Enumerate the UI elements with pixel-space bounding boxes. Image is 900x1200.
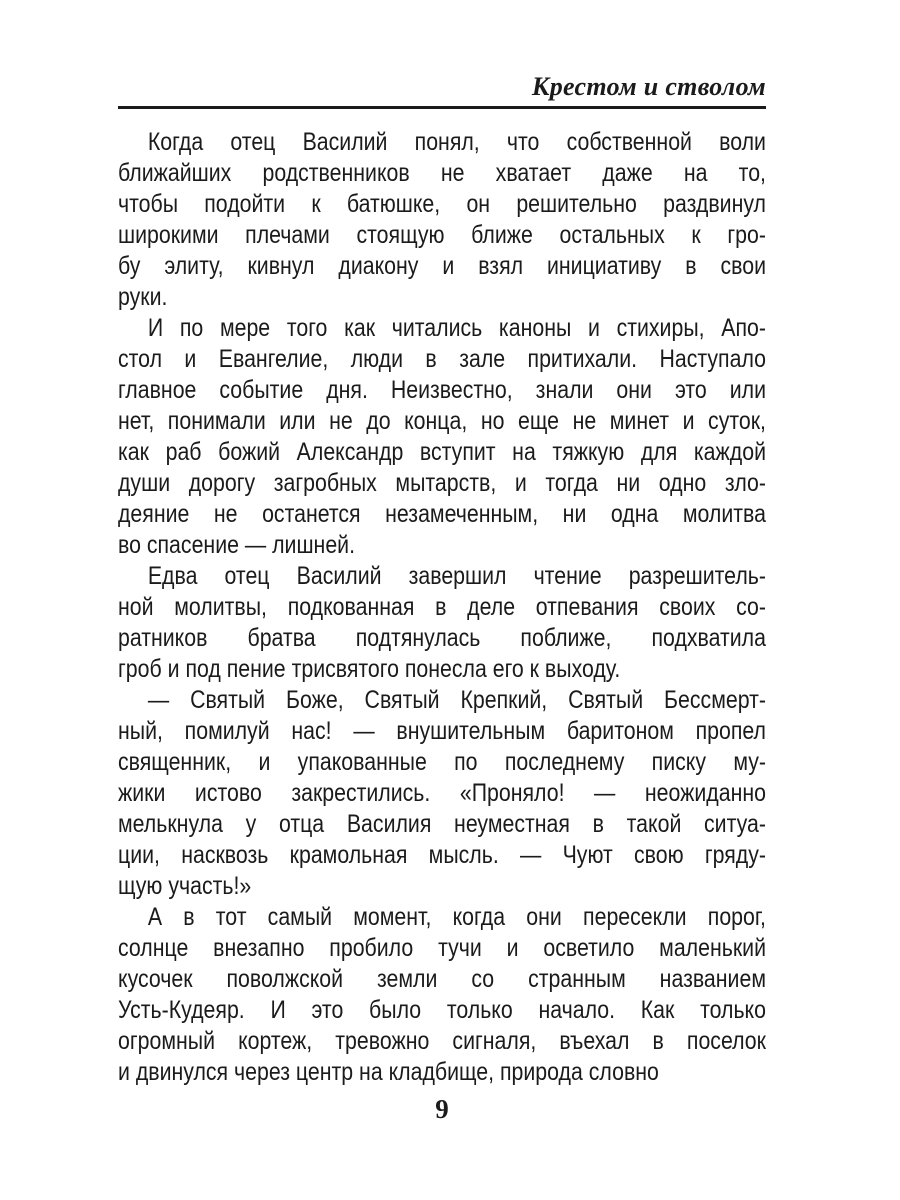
text-line-p2-8: во спасение — лишней. [118, 531, 356, 559]
text-line-p5-6: и двинулся через центр на кладбище, природа словно [118, 1058, 659, 1086]
header-rule [118, 106, 766, 109]
text-line-p4-2: ный, помилуй нас! — внушительным баритоном пропел [118, 717, 766, 745]
text-line-p3-4: гроб и под пение трисвятого понесла его к выходу. [118, 655, 621, 683]
text-line-p1-5: бу элиту, кивнул диакону и взял инициативу в свои [118, 252, 766, 280]
text-line-p1-3: чтобы подойти к батюшке, он решительно раздвинул [118, 190, 766, 218]
text-line-p3-3: ратников братва подтянулась поближе, подхватила [118, 624, 766, 652]
text-line-p4-6: ции, насквозь крамольная мысль. — Чуют свою гряду- [118, 841, 766, 869]
text-line-p2-5: как раб божий Александр вступит на тяжкую для каждой [118, 438, 766, 466]
running-header-title: Крестом и стволом [531, 72, 766, 101]
text-line-p4-1: — Святый Боже, Святый Крепкий, Святый Бессмерт- [147, 686, 766, 714]
text-line-p1-1: Когда отец Василий понял, что собственной воли [147, 128, 766, 156]
text-line-p2-1: И по мере того как читались каноны и стихиры, Апо- [147, 314, 766, 342]
text-line-p2-4: нет, понимали или не до конца, но еще не минет и суток, [118, 407, 766, 435]
text-line-p5-2: солнце внезапно пробило тучи и осветило маленький [118, 934, 766, 962]
text-line-p3-1: Едва отец Василий завершил чтение разрешитель- [147, 562, 766, 590]
page-header [118, 72, 766, 109]
page-number: 9 [435, 1094, 449, 1124]
text-line-p5-3: кусочек поволжской земли со странным названием [118, 965, 766, 993]
text-line-p5-1: А в тот самый момент, когда они пересекли порог, [147, 903, 766, 931]
text-line-p1-4: широкими плечами стоящую ближе остальных к гро- [118, 221, 766, 249]
text-line-p2-7: деяние не останется незамеченным, ни одна молитва [118, 500, 766, 528]
text-line-p2-6: души дорогу загробных мытарств, и тогда ни одно зло- [118, 469, 766, 497]
text-line-p2-3: главное событие дня. Неизвестно, знали они это или [118, 376, 766, 404]
text-line-p4-4: жики истово закрестились. «Проняло! — неожиданно [118, 779, 766, 807]
text-line-p4-5: мелькнула у отца Василия неуместная в такой ситуа- [118, 810, 766, 838]
text-line-p2-2: стол и Евангелие, люди в зале притихали. Наступало [118, 345, 766, 373]
text-line-p5-4: Усть-Кудеяр. И это было только начало. Как только [118, 996, 766, 1024]
text-line-p1-6: руки. [118, 283, 168, 311]
text-line-p1-2: ближайших родственников не хватает даже на то, [118, 159, 766, 187]
text-line-p5-5: огромный кортеж, тревожно сигналя, въехал в поселок [118, 1027, 766, 1055]
body-text [118, 127, 766, 1088]
text-line-p4-7: щую участь!» [118, 872, 252, 900]
text-line-p4-3: священник, и упакованные по последнему писку му- [118, 748, 766, 776]
text-line-p3-2: ной молитвы, подкованная в деле отпевания своих со- [118, 593, 766, 621]
